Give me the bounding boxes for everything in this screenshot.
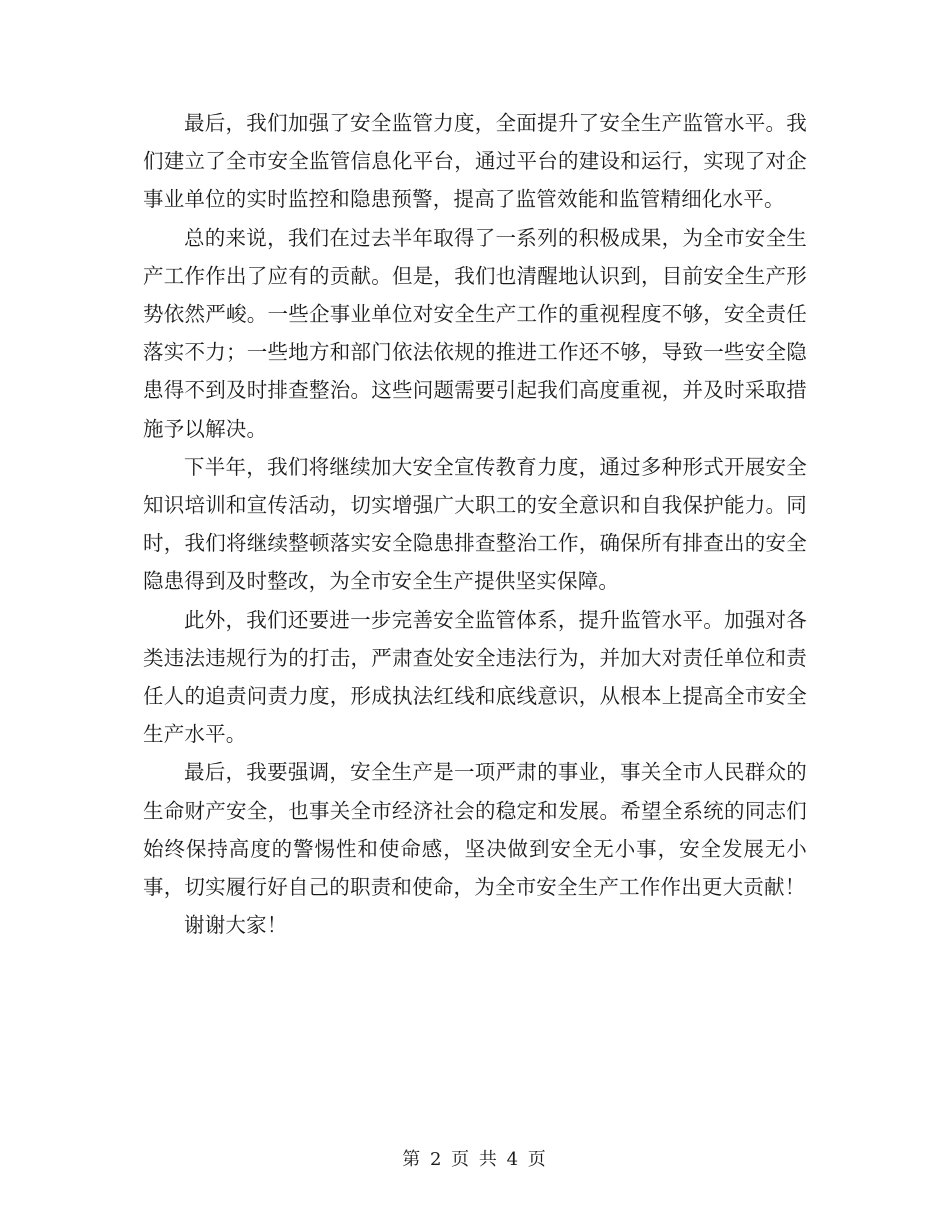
- paragraph-improve-system: 此外，我们还要进一步完善安全监管体系，提升监管水平。加强对各类违法违规行为的打击，严肃查处安全违法行为，并加大对责任单位和责任人的追责问责力度，形成执法红线和底线意识，从根本上提高全市安全生产水平。: [143, 607, 807, 747]
- document-body: [143, 104, 807, 944]
- paragraph-thanks: 谢谢大家！: [184, 913, 288, 938]
- paragraph-summary: 总的来说，我们在过去半年取得了一系列的积极成果，为全市安全生产工作作出了应有的贡献。但是，我们也清醒地认识到，目前安全生产形势依然严峻。一些企事业单位对安全生产工作的重视程度不够，安全责任落实不力；一些地方和部门依法依规的推进工作还不够，导致一些安全隐患得不到及时排查整治。这些问题需要引起我们高度重视，并及时采取措施予以解决。: [143, 225, 807, 441]
- page-number-footer: 第 2 页 共 4 页: [402, 1149, 548, 1170]
- paragraph-strengthen-supervision: 最后，我们加强了安全监管力度，全面提升了安全生产监管水平。我们建立了全市安全监管信息化平台，通过平台的建设和运行，实现了对企事业单位的实时监控和隐患预警，提高了监管效能和监管精细化水平。: [143, 111, 807, 212]
- paragraph-closing-emphasis: 最后，我要强调，安全生产是一项严肃的事业，事关全市人民群众的生命财产安全，也事关全市经济社会的稳定和发展。希望全系统的同志们始终保持高度的警惕性和使命感，坚决做到安全无小事，安全发展无小事，切实履行好自己的职责和使命，为全市安全生产工作作出更大贡献！: [143, 760, 807, 900]
- paragraph-second-half-plan: 下半年，我们将继续加大安全宣传教育力度，通过多种形式开展安全知识培训和宣传活动，切实增强广大职工的安全意识和自我保护能力。同时，我们将继续整顿落实安全隐患排查整治工作，确保所有排查出的安全隐患得到及时整改，为全市安全生产提供坚实保障。: [143, 454, 807, 594]
